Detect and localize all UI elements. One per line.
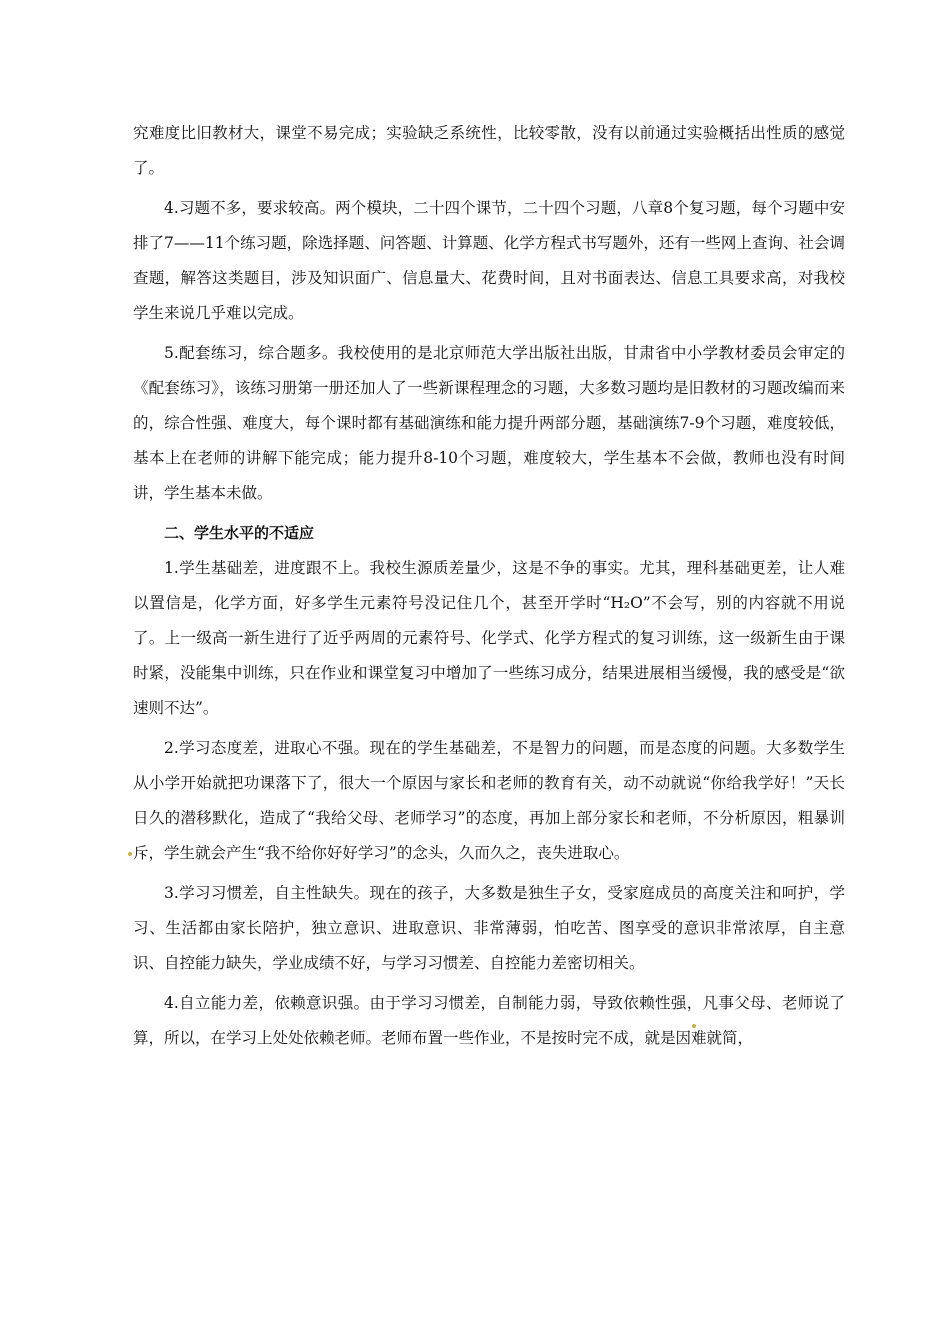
paragraph-student-habits: 3.学习习惯差，自主性缺失。现在的孩子，大多数是独生子女，受家庭成员的高度关注和呵护，学习、生活都由家长陪护，独立意识、进取意识、非常薄弱，怕吃苦、图享受的意识非常浓厚，自主意识、自控能力缺失，学业成绩不好，与学习习惯差、自控能力差密切相关。 (133, 884, 845, 972)
section-heading: 二、学生水平的不适应 (164, 524, 315, 542)
paragraph-workbook: 5.配套练习，综合题多。我校使用的是北京师范大学出版社出版，甘肃省中小学教材委员会审定的《配套练习》，该练习册第一册还加人了一些新课程理念的习题，大多数习题均是旧教材的习题改编而来的，综合性强、难度大，每个课时都有基础演练和能力提升两部分题，基础演练7-9个习题，难度较低，基本上在老师的讲解下能完成；能力提升8-10个习题，难度较大，学生基本不会做，教师也没有时间讲，学生基本未做。 (133, 344, 845, 502)
document-body (133, 116, 845, 1056)
paragraph-exercises: 4.习题不多，要求较高。两个模块，二十四个课节，二十四个习题，八章8个复习题，每个习题中安排了7——11个练习题，除选择题、问答题、计算题、化学方程式书写题外，还有一些网上查询、社会调查题，解答这类题目，涉及知识面广、信息量大、花费时间，且对书面表达、信息工具要求高，对我校学生来说几乎难以完成。 (133, 199, 845, 322)
revision-mark (692, 1024, 696, 1028)
paragraph-student-foundation: 1.学生基础差，进度跟不上。我校生源质差量少，这是不争的事实。尤其，理科基础更差，让人难以置信是，化学方面，好多学生元素符号没记住几个，甚至开学时“H₂O”不会写，别的内容就不用说了。上一级高一新生进行了近乎两周的元素符号、化学式、化学方程式的复习训练，这一级新生由于课时紧，没能集中训练，只在作业和课堂复习中增加了一些练习成分，结果进展相当缓慢，我的感受是“欲速则不达”。 (133, 559, 845, 717)
paragraph-student-attitude: 2.学习态度差，进取心不强。现在的学生基础差，不是智力的问题，而是态度的问题。大多数学生从小学开始就把功课落下了，很大一个原因与家长和老师的教育有关，动不动就说“你给我学好！”天长日久的潜移默化，造成了“我给父母、老师学习”的态度，再加上部分家长和老师，不分析原因，粗暴训斥，学生就会产生“我不给你好好学习”的念头，久而久之，丧失进取心。 (133, 739, 845, 862)
revision-mark (128, 852, 132, 856)
paragraph-continuation: 究难度比旧教材大，课堂不易完成；实验缺乏系统性，比较零散，没有以前通过实验概括出性质的感觉了。 (133, 124, 845, 177)
paragraph-student-independence: 4.自立能力差，依赖意识强。由于学习习惯差，自制能力弱，导致依赖性强，凡事父母、老师说了算，所以，在学习上处处依赖老师。老师布置一些作业，不是按时完不成，就是因难就简， (133, 994, 845, 1047)
